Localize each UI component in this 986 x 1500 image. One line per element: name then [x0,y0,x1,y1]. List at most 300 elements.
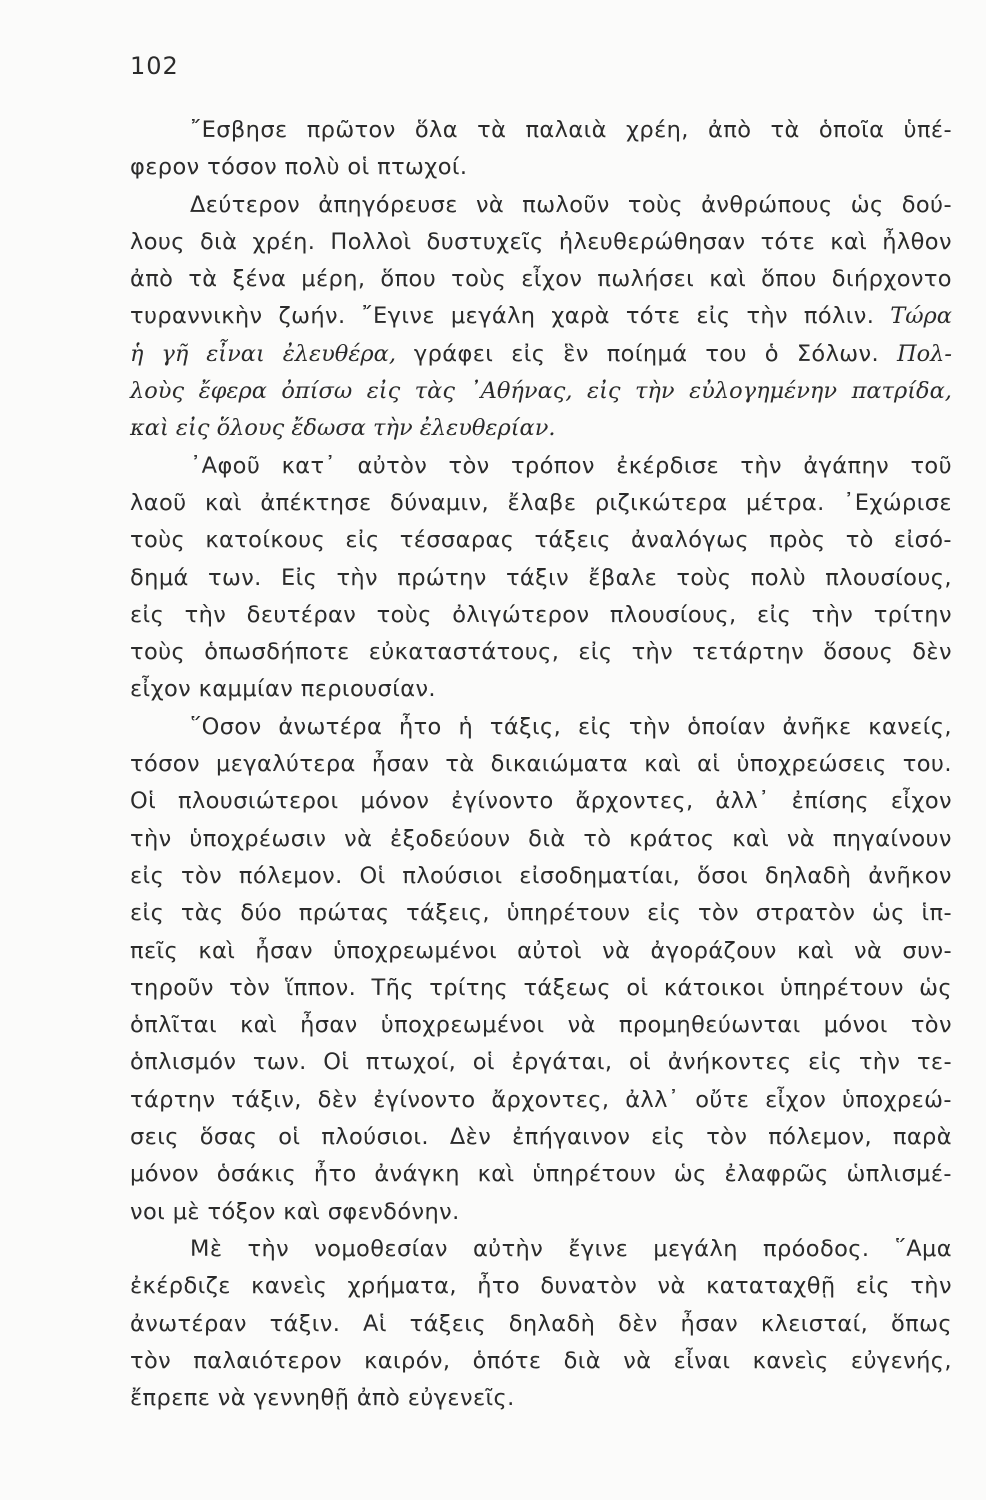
text-line [130,634,952,671]
word: εἶναι [206,340,265,367]
word: δὲν [618,1310,658,1337]
word: τὰ [445,751,475,778]
text-line [130,1119,952,1156]
word: δυστυχεῖς [426,228,544,255]
word: οἱ [628,1049,652,1076]
word: ἐκέρδιζε [130,1273,231,1300]
word: διήρχοντο [831,266,952,293]
word: των. [208,564,262,591]
word: δὲν [317,1086,358,1113]
word: ἦτο [477,1273,521,1300]
word: τυραννικὴν [130,303,263,330]
word: νὰ [657,1273,686,1300]
word: ὅσας [199,1124,258,1151]
word: κράτος [629,825,715,852]
word: ἐκέρδισε [616,452,720,479]
word: ὅπως [890,1310,952,1337]
word: τότε [760,228,816,255]
word: Πολ- [896,340,952,367]
word: ἦτο [398,713,442,740]
word: τάξιν [505,564,570,591]
word: εἶναι [673,1347,731,1374]
word: καὶ [709,266,747,293]
word: Οἱ [359,862,386,889]
word: ῎Εσβησε [190,117,288,143]
word: ὑποχρεώ- [841,1086,952,1113]
word: μέρη, [301,266,366,293]
word: δυνατὸν [540,1273,638,1300]
word: ἦσαν [255,937,313,964]
word: ὁποίαν [687,713,766,740]
word: τάξιν. [269,1310,341,1337]
word: ἀπὸ [708,117,752,143]
word: τάξεως [523,974,611,1001]
word: δικαιώματα [490,751,629,778]
word: οἱ [626,974,649,1001]
word: στρατὸν [755,900,856,927]
word: πτωχοί, [365,1049,457,1076]
word: τάξεις [409,1310,486,1337]
word: ἦσαν [680,1310,739,1337]
word: πλούσιοι [402,862,503,889]
word: πατρίδα, [851,378,952,405]
word: αὐτὸν [357,452,428,479]
word: αὐτοὶ [517,937,582,964]
word: προμηθεύωνται [618,1012,801,1039]
word: τὸν [229,974,271,1001]
word: νὰ [854,937,883,964]
text-line [130,410,952,447]
text-line [130,821,952,858]
word: ὅσους [823,639,894,666]
word: τὸν [706,1124,748,1151]
word: μόνον [130,1161,199,1188]
word: τὸν [130,1347,172,1374]
word: ἀλλ᾿ [625,1086,680,1113]
text-line [130,746,952,783]
word: Πολλοὶ [330,228,412,255]
text-line [130,858,952,895]
word: ἐπήγαινον [512,1124,631,1151]
word: Τῆς [371,974,414,1001]
word: μεγαλύτερα [215,751,356,778]
word: πωλήσει [597,266,695,293]
word: ἀγάπην [803,452,890,479]
text-line [130,1343,952,1380]
word: τοὺς [130,527,186,554]
word: αἱ [697,751,721,778]
word: Οἱ [323,1049,350,1076]
text-line [130,970,952,1007]
word: συν- [902,937,952,964]
word: δηλαδὴ [764,862,852,889]
word: ἀνθρώπους [701,191,833,218]
text-line [130,336,952,373]
word: κανεὶς [752,1347,829,1374]
word: τὴν [746,303,789,330]
word: ὁπωσδήποτε [204,639,350,666]
word: τὸ [583,825,612,852]
word: τὸν [448,452,490,479]
word: ἓν [563,340,589,367]
word: αὐτὴν [472,1235,544,1262]
word: τρίτης [429,974,509,1001]
word: καὶ [732,825,770,852]
word: τρόπον [510,452,595,479]
text-line [130,149,952,186]
word: τὰ [477,117,507,143]
word: εὐγενής, [850,1347,952,1374]
word: ὁποῖα [818,117,885,143]
body-text [130,112,952,1417]
text-line [130,1306,952,1343]
text-line [130,671,952,708]
word: εἶχον [521,266,583,293]
word: τοῦ [910,452,952,479]
text-segment: εἶχον καμμίαν περιουσίαν. [130,676,436,703]
text-line [130,224,952,261]
word: κλεισταί, [760,1310,869,1337]
word: τὴν [247,1235,290,1262]
word: νὰ [567,1012,596,1039]
word: εἰσοδηματίαι, [519,862,681,889]
word: του. [902,751,952,778]
word: δύο [240,900,283,927]
text-line [130,895,952,932]
word: πρώτην [397,564,487,591]
word: πρὸς [769,527,826,554]
word: πλουσίους, [825,564,952,591]
word: εὐκαταστάτους, [368,639,560,666]
word: ὁ [764,340,779,367]
word: ποίημά [606,340,688,367]
word: πρόοδος. [763,1235,870,1262]
word: δού- [901,191,952,218]
word: ὁπλισμόν [130,1049,237,1076]
word: κανείς, [868,713,952,740]
page-number: 102 [130,52,179,80]
word: καιρόν, [364,1347,451,1374]
word: ἦσαν [371,751,430,778]
word: ἵππον. [285,974,357,1001]
word: οἱ [472,1049,495,1076]
text-line [130,448,952,485]
word: εἰς [696,303,731,330]
word: πλουσιώτεροι [177,788,339,815]
word: μόνοι [823,1012,888,1039]
word: πλούσιοι. [321,1124,429,1151]
word: εἰς [647,900,682,927]
word: ριζικώτερα [594,489,728,516]
word: ἦτο [313,1161,357,1188]
word: Οἱ [130,788,157,815]
word: πηγαίνουν [832,825,952,852]
word: τὰ [770,117,800,143]
word: λαοῦ [130,489,187,516]
word: εἰς [130,601,165,628]
word: λους [130,228,185,255]
text-line [130,1380,952,1417]
text-line [130,373,952,410]
word: ἀνωτέρα [278,713,383,740]
word: τὴν [631,639,674,666]
word: ὡς [871,900,905,927]
word: τὴν [336,564,379,591]
word: ᾿Εχώρισε [843,489,952,516]
text-line [130,1007,952,1044]
word: ἦσαν [300,1012,358,1039]
word: παλαιότερον [193,1347,342,1374]
word: τὴν [634,378,675,405]
word: ὁπλῖται [130,1012,218,1039]
word: ἀνήκοντες [667,1049,792,1076]
word: ῞Οσον [190,713,262,740]
word: τὴν [130,825,172,852]
word: ἦλθον [882,228,952,255]
word: ὑποχρεώσεις [736,751,887,778]
word: εἰς [587,378,621,405]
word: εἰς [808,1049,843,1076]
word: εἰς [577,713,613,740]
word: ἔφερα [198,378,267,405]
word: ἐγίνοντο [373,1086,476,1113]
word: καταταχθῇ [706,1273,836,1300]
word: Αἱ [363,1310,387,1337]
text-line [130,1268,952,1305]
word: εἶχον [765,1086,827,1113]
word: εὐλογημένην [689,378,838,405]
word: μεγάλη [450,303,536,330]
word: ἀπηγόρευσε [318,191,458,218]
word: πρῶτον [306,117,396,143]
word: τὴν [740,452,782,479]
word: πολὺ [750,564,806,591]
word: Δεύτερον [190,191,301,218]
word: τὴν [184,601,227,628]
word: ἱπ- [921,900,952,927]
word: διὰ [563,1347,602,1374]
word: ἐλαφρῶς [724,1161,829,1188]
word: τότε [625,303,681,330]
word: ὑπέ- [903,117,952,143]
word: τὸν [697,900,740,927]
word: ζωήν. [278,303,346,330]
word: πεῖς [130,937,179,964]
word: Μὲ [190,1235,223,1262]
word: παρὰ [892,1124,952,1151]
word: γράφει [413,340,494,367]
word: ὑπηρέτουν [506,900,631,927]
word: τὰ [188,266,218,293]
word: διὰ [528,825,566,852]
word: τὰς [414,378,455,405]
word: ἀνάγκη [374,1161,460,1188]
word: ἐλευθέρα, [282,340,396,367]
word: δηλαδὴ [508,1310,596,1337]
word: ὀλιγώτερον [452,601,590,628]
italic-text: καὶ εἰς ὅλους ἔδωσα τὴν ἐλευθερίαν. [130,415,556,442]
word: νὰ [344,825,373,852]
word: ἀναλόγως [631,527,749,554]
word: τοὺς [627,191,684,218]
word: νὰ [475,191,505,218]
word: μέτρα. [745,489,825,516]
word: σεις [130,1124,179,1151]
word: ὑποχρεωμένοι [380,1012,545,1039]
word: κανεὶς [251,1273,328,1300]
word: ᾿Αθήνας, [469,378,573,405]
word: ἀπέκτησε [260,489,372,516]
word: τόσον [130,751,200,778]
word: ὑποχρέωσιν [189,825,327,852]
word: του [705,340,747,367]
word: ἡ [130,340,144,367]
text-line [130,783,952,820]
text-segment: νοι μὲ τόξον καὶ σφενδόνην. [130,1198,460,1225]
word: ἐγίνοντο [451,788,554,815]
word: καὶ [198,937,236,964]
word: ὡς [673,1161,707,1188]
word: τέσσαρας [399,527,515,554]
word: ἔγινε [568,1235,629,1262]
word: ὀπίσω [281,378,353,405]
word: εἰς [345,527,380,554]
word: τάξεις [534,527,611,554]
word: καὶ [205,489,242,516]
word: τοὺς [130,639,186,666]
word: τὴν [910,1273,952,1300]
word: εἰς [578,639,613,666]
word: τὸν [910,1012,952,1039]
text-line [130,1194,952,1231]
text-segment: ἔπρεπε νὰ γεννηθῇ ἀπὸ εὐγενεῖς. [130,1385,515,1412]
word: δύναμιν, [390,489,490,516]
word: νὰ [786,825,816,852]
word: εἰς [757,601,792,628]
word: ἀνῆκε [782,713,852,740]
word: πόλιν. [803,303,875,330]
word: ἀλλ᾿ [715,788,770,815]
word: Σόλων. [796,340,880,367]
word: πωλοῦν [522,191,610,218]
word: εἰς [855,1273,891,1300]
word: χαρὰ [551,303,610,330]
text-line [130,522,952,559]
word: κατοίκους [205,527,326,554]
word: παλαιὰ [525,117,607,143]
word: ἡ [458,713,474,740]
word: εἰς [366,378,401,405]
word: τρίτην [873,601,952,628]
word: ἐξοδεύουν [390,825,511,852]
word: ὑπηρέτουν [532,1161,657,1188]
word: ἄρχοντες, [491,1086,610,1113]
word: καὶ [477,1161,515,1188]
word: οὔτε [695,1086,750,1113]
text-line [130,1082,952,1119]
word: ὑπηρέτουν [780,974,904,1001]
word: καὶ [830,228,868,255]
word: εἰς [130,862,165,889]
word: καὶ [240,1012,278,1039]
word: κάτοικοι [663,974,765,1001]
text-line [130,1231,952,1268]
word: διὰ [199,228,238,255]
word: χρέη, [626,117,689,143]
word: των. [252,1049,307,1076]
text-line [130,709,952,746]
word: νομοθεσίαν [314,1235,448,1262]
word: τὴν [811,601,854,628]
word: καὶ [644,751,682,778]
word: γῆ [161,340,189,367]
text-line [130,597,952,634]
word: μόνον [360,788,430,815]
word: εἰσό- [894,527,952,554]
word: ἄρχοντες, [575,788,694,815]
word: δημά [130,564,189,591]
word: τοὺς [676,564,732,591]
word: τὸ [845,527,874,554]
text-line [130,1156,952,1193]
word: τοὺς [451,266,507,293]
text-line [130,298,952,335]
word: ὑποχρεωμένοι [333,937,497,964]
word: Δὲν [449,1124,492,1151]
word: τε- [916,1049,952,1076]
word: ὡς [919,974,952,1001]
word: πόλεμον. [238,862,343,889]
word: δευτέραν [246,601,357,628]
word: ῞Αμα [894,1235,952,1262]
text-line [130,485,952,522]
word: εἶχον [890,788,952,815]
word: τηροῦν [130,974,214,1001]
text-line [130,560,952,597]
word: πόλεμον, [768,1124,872,1151]
text-segment: φερον τόσον πολὺ οἱ πτωχοί. [130,154,468,181]
word: ὡς [850,191,884,218]
word: τὰς [180,900,224,927]
word: πλουσίους, [609,601,737,628]
word: τάξιν, [231,1086,302,1113]
word: νὰ [602,937,631,964]
word: τὴν [858,1049,901,1076]
word: τοὺς [376,601,432,628]
word: Τώρα [890,303,952,330]
word: ὁσάκις [216,1161,297,1188]
word: ὅσοι [697,862,749,889]
word: ἀγοράζουν [650,937,777,964]
word: τετάρτην [692,639,805,666]
word: ὅπου [761,266,817,293]
word: χρέη. [252,228,316,255]
word: δὲν [912,639,952,666]
word: ἀνῆκον [868,862,952,889]
word: κατ᾿ [281,452,337,479]
text-line [130,933,952,970]
word: ξένα [232,266,287,293]
word: ῎Εγινε [361,303,435,330]
word: ᾿Αφοῦ [190,452,261,479]
word: ἠλευθερώθησαν [558,228,746,255]
word: τὸν [180,862,223,889]
word: τάξις, [489,713,562,740]
word: οἱ [278,1124,301,1151]
word: ὡπλισμέ- [846,1161,952,1188]
word: Εἰς [280,564,318,591]
word: χρήματα, [347,1273,457,1300]
